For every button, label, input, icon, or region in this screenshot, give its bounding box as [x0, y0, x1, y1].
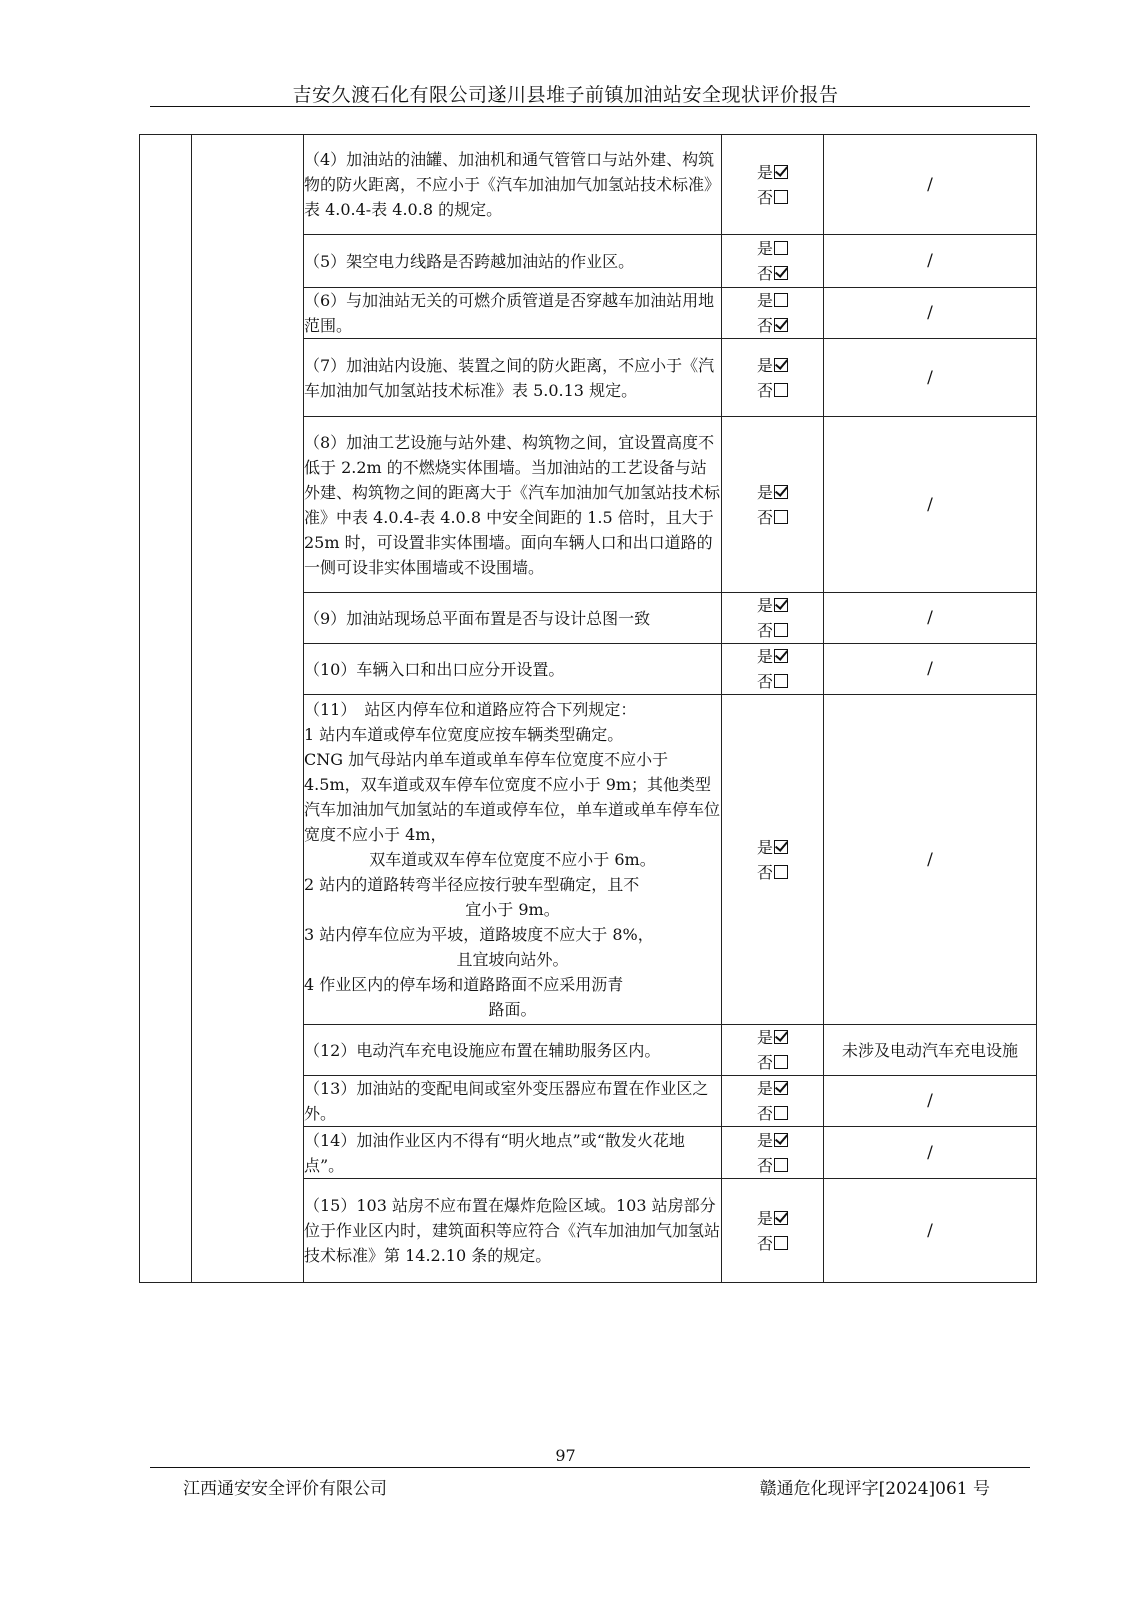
no-option[interactable]	[722, 261, 823, 286]
yes-label: 是	[756, 482, 773, 502]
no-option[interactable]	[722, 505, 823, 530]
yes-option[interactable]	[722, 288, 823, 313]
item-line: 双车道或双车停车位宽度不应小于 6m。	[369, 850, 656, 869]
checkbox-icon	[774, 674, 788, 688]
item-line: 且宜坡向站外。	[456, 950, 569, 969]
remark-cell	[824, 593, 1037, 644]
checkbox-icon	[774, 1236, 788, 1250]
remark-text: /	[927, 367, 933, 388]
remark-cell	[824, 1179, 1037, 1283]
check-item-text: （15）103 站房不应布置在爆炸危险区域。103 站房部分位于作业区内时，建筑面积等应符合《汽车加油加气加氢站技术标准》第 14.2.10 条的规定。	[304, 1179, 722, 1283]
checkbox-icon	[774, 865, 788, 879]
item-line: 宜小于 9m。	[465, 900, 560, 919]
yes-label: 是	[756, 355, 773, 375]
yes-label: 是	[756, 1028, 773, 1047]
item-line: 2 站内的道路转弯半径应按行驶车型确定，且不	[304, 875, 640, 894]
header-divider	[150, 106, 1030, 107]
yes-no-cell	[722, 593, 824, 644]
checked-box-icon	[774, 598, 788, 612]
checked-box-icon	[774, 358, 788, 372]
no-label: 否	[756, 1104, 773, 1123]
yes-label: 是	[756, 291, 773, 310]
check-item-text: （8）加油工艺设施与站外建、构筑物之间，宜设置高度不低于 2.2m 的不燃烧实体围墙。当加油站的工艺设备与站外建、构筑物之间的距离大于《汽车加油加气加氢站技术标准》中表 4.0.4-表 4.0.8 中安全间距的 1.5 倍时，且大于 25m 时，可设置非实体围墙。面向车辆人口和出口道路的一侧可设非实体围墙或不设围墙。	[304, 417, 722, 593]
checked-box-icon	[774, 1081, 788, 1095]
no-option[interactable]	[722, 1101, 823, 1126]
remark-text: /	[927, 659, 933, 679]
remark-text: /	[927, 849, 933, 870]
item-line: 3 站内停车位应为平坡，道路坡度不应大于 8%，	[304, 925, 654, 944]
checkbox-icon	[774, 1158, 788, 1172]
no-option[interactable]	[722, 1050, 823, 1075]
check-item-text: （13）加油站的变配电间或室外变压器应布置在作业区之外。	[304, 1076, 722, 1127]
yes-option[interactable]	[722, 1025, 823, 1050]
category-cell	[192, 135, 304, 1283]
no-label: 否	[756, 672, 773, 691]
no-label: 否	[756, 1233, 773, 1253]
yes-label: 是	[756, 1079, 773, 1098]
footer-divider	[150, 1467, 1030, 1468]
checked-box-icon	[774, 1030, 788, 1044]
index-cell	[140, 135, 192, 1283]
remark-text: /	[927, 303, 933, 323]
no-option[interactable]	[722, 860, 823, 885]
remark-text: /	[927, 494, 933, 515]
check-item-text: （9）加油站现场总平面布置是否与设计总图一致	[304, 593, 722, 644]
remark-cell	[824, 695, 1037, 1025]
yes-no-cell	[722, 235, 824, 288]
check-item-text: （6）与加油站无关的可燃介质管道是否穿越车加油站用地范围。	[304, 288, 722, 339]
yes-option[interactable]	[722, 160, 823, 185]
yes-no-cell	[722, 1179, 824, 1283]
checkbox-icon	[774, 383, 788, 397]
checkbox-icon	[774, 293, 788, 307]
no-label: 否	[756, 316, 773, 335]
remark-text: /	[927, 1220, 933, 1241]
yes-option[interactable]	[722, 353, 823, 378]
remark-cell	[824, 417, 1037, 593]
yes-option[interactable]	[722, 644, 823, 669]
check-item-text: （7）加油站内设施、装置之间的防火距离，不应小于《汽车加油加气加氢站技术标准》表 5.0.13 规定。	[304, 339, 722, 417]
yes-no-cell	[722, 288, 824, 339]
no-label: 否	[756, 1155, 773, 1175]
yes-option[interactable]	[722, 1076, 823, 1101]
checked-box-icon	[774, 165, 788, 179]
no-option[interactable]	[722, 618, 823, 643]
check-item-text: （5）架空电力线路是否跨越加油站的作业区。	[304, 235, 722, 288]
yes-option[interactable]	[722, 1206, 823, 1231]
remark-text: 未涉及电动汽车充电设施	[841, 1040, 1018, 1060]
yes-no-cell	[722, 1127, 824, 1179]
remark-cell	[824, 235, 1037, 288]
no-option[interactable]	[722, 1231, 823, 1256]
no-label: 否	[756, 380, 773, 400]
no-label: 否	[756, 862, 773, 882]
page-number: 97	[555, 1446, 576, 1465]
remark-cell	[824, 1025, 1037, 1076]
check-item-text: （10）车辆入口和出口应分开设置。	[304, 644, 722, 695]
remark-text: /	[927, 174, 933, 195]
no-option[interactable]	[722, 378, 823, 403]
no-label: 否	[756, 621, 773, 640]
yes-label: 是	[756, 162, 773, 182]
no-option[interactable]	[722, 313, 823, 338]
remark-cell	[824, 339, 1037, 417]
checked-box-icon	[774, 840, 788, 854]
checked-box-icon	[774, 1211, 788, 1225]
footer-company: 江西通安安全评价有限公司	[183, 1479, 387, 1499]
footer-doc-number: 赣通危化现评字[2024]061 号	[759, 1479, 990, 1499]
check-item-text: （14）加油作业区内不得有“明火地点”或“散发火花地点”。	[304, 1127, 722, 1179]
yes-no-cell	[722, 135, 824, 235]
yes-label: 是	[756, 239, 773, 258]
item-line: 4 作业区内的停车场和道路路面不应采用沥青	[304, 975, 624, 994]
checked-box-icon	[774, 1133, 788, 1147]
no-option[interactable]	[722, 1153, 823, 1178]
yes-label: 是	[756, 837, 773, 857]
checked-box-icon	[774, 318, 788, 332]
no-option[interactable]	[722, 669, 823, 694]
yes-label: 是	[756, 596, 773, 615]
checkbox-icon	[774, 1106, 788, 1120]
no-label: 否	[756, 507, 773, 527]
yes-no-cell	[722, 1025, 824, 1076]
check-item-text: （4）加油站的油罐、加油机和通气管管口与站外建、构筑物的防火距离，不应小于《汽车加油加气加氢站技术标准》表 4.0.4-表 4.0.8 的规定。	[304, 135, 722, 235]
yes-label: 是	[756, 1130, 773, 1150]
remark-text: /	[927, 608, 933, 628]
no-label: 否	[756, 1053, 773, 1072]
yes-option[interactable]	[722, 236, 823, 261]
yes-label: 是	[756, 1208, 773, 1228]
remark-cell	[824, 1076, 1037, 1127]
remark-text: /	[927, 1091, 933, 1111]
yes-option[interactable]	[722, 480, 823, 505]
no-option[interactable]	[722, 185, 823, 210]
checkbox-icon	[774, 1055, 788, 1069]
checked-box-icon	[774, 649, 788, 663]
yes-option[interactable]	[722, 1128, 823, 1153]
item-line: 路面。	[488, 1000, 537, 1019]
checkbox-icon	[774, 241, 788, 255]
yes-label: 是	[756, 647, 773, 666]
remark-text: /	[927, 1142, 933, 1163]
table-row	[140, 135, 1037, 235]
yes-no-cell	[722, 417, 824, 593]
yes-no-cell	[722, 339, 824, 417]
check-item-text	[304, 695, 722, 1025]
checkbox-icon	[774, 623, 788, 637]
remark-cell	[824, 135, 1037, 235]
remark-cell	[824, 1127, 1037, 1179]
checked-box-icon	[774, 266, 788, 280]
yes-no-cell	[722, 644, 824, 695]
remark-text: /	[927, 251, 933, 271]
item-line: （11） 站区内停车位和道路应符合下列规定：	[304, 700, 637, 719]
yes-option[interactable]	[722, 593, 823, 618]
remark-cell	[824, 288, 1037, 339]
yes-no-cell	[722, 695, 824, 1025]
item-line: 1 站内车道或停车位宽度应按车辆类型确定。	[304, 725, 624, 744]
no-label: 否	[756, 187, 773, 207]
no-label: 否	[756, 264, 773, 283]
item-line: CNG 加气母站内单车道或单车停车位宽度不应小于 4.5m，双车道或双车停车位宽度不应小于 9m；其他类型汽车加油加气加氢站的车道或停车位，单车道或单车停车位宽度不应小于 4m，	[304, 750, 721, 844]
check-item-text: （12）电动汽车充电设施应布置在辅助服务区内。	[304, 1025, 722, 1076]
yes-option[interactable]	[722, 835, 823, 860]
report-title: 吉安久渡石化有限公司遂川县堆子前镇加油站安全现状评价报告	[292, 84, 839, 106]
checkbox-icon	[774, 510, 788, 524]
checkbox-icon	[774, 190, 788, 204]
yes-no-cell	[722, 1076, 824, 1127]
remark-cell	[824, 644, 1037, 695]
checklist-table	[139, 134, 1037, 1283]
checked-box-icon	[774, 485, 788, 499]
